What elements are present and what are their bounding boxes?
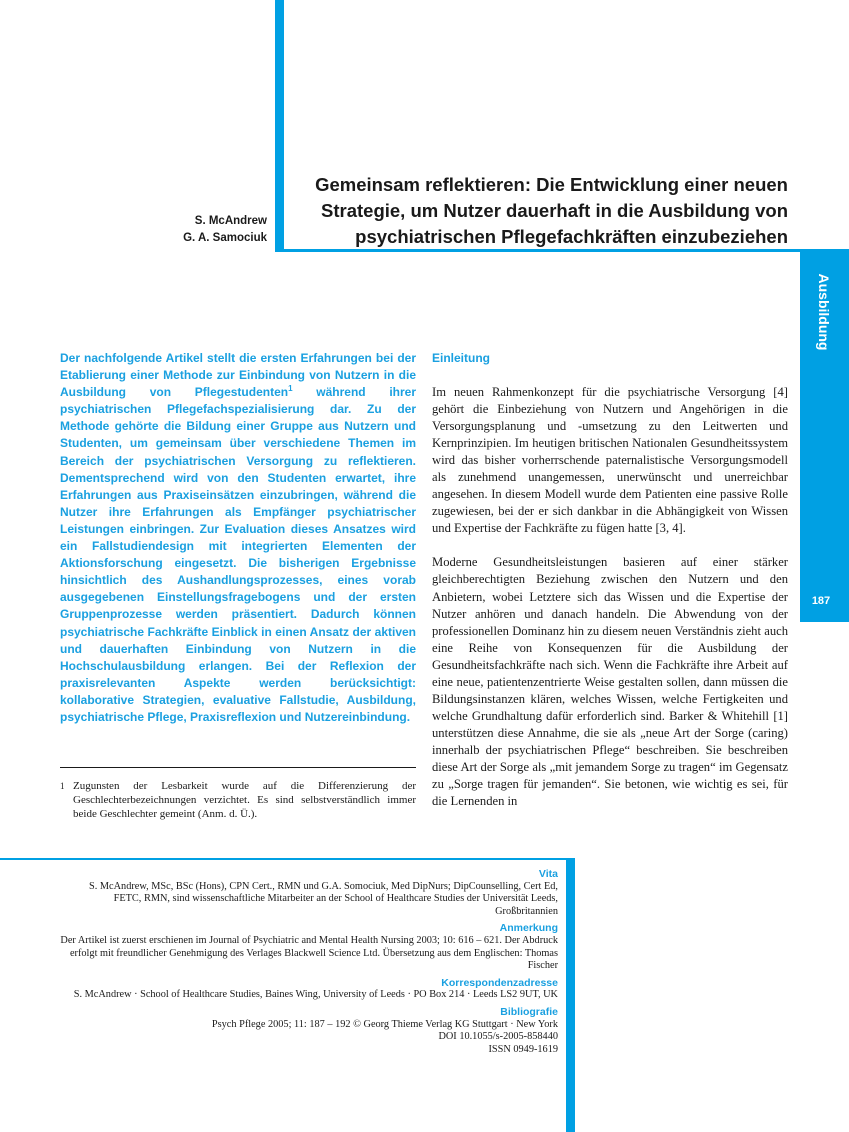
footnote <box>60 779 416 822</box>
vita-section <box>60 868 558 918</box>
abstract-text-end: während ihrer psychiatrischen Pflegefachspezialisierung dar. Zu der Methode gehörte die Bildung einer Gruppe aus Nutzern und Studenten, um gemeinsam über verschiedene Themen im Bereich der psychiatrischen Versorgung zu reflektieren. Dementsprechend wird von den Studenten erwartet, ihre Erfahrungen aus Praxiseinsätzen einzubringen, während die Nutzer ihre Erfahrungen als Empfänger psychiatrischer Leistungen einbringen. Zur Evaluation dieses Ansatzes wird ein Fallstudiendesign mit integrierten Elementen der Aktionsforschung eingesetzt. Die bisherigen Ergebnisse hinsichtlich des Aushandlungsprozesses, eines vorab ausgegebenen Einstellungsfragebogens und der ersten Gruppenprozesse werden präsentiert. Dadurch können psychiatrische Fachkräfte Einblick in einen Ansatz der aktiven und dauerhaften Einbindung von Nutzern in die Hochschulausbildung erlangen. Bei der Reflexion der praxisrelevanten Aspekte werden berücksichtigt: kollaborative Strategien, evaluative Fallstudie, Ausbildung, psychiatrische Pflege, Praxisreflexion und Nutzereinbindung. <box>60 385 416 724</box>
author-list <box>100 213 267 247</box>
footnote-text: Zugunsten der Lesbarkeit wurde auf die Differenzierung der Geschlechterbezeichnungen verzichtet. Es sind selbstverständlich immer beide Geschlechter gemeint (Anm. d. Ü.). <box>73 780 416 821</box>
note-text: Der Artikel ist zuerst erschienen im Journal of Psychiatric and Mental Health Nursing 2003; 10: 616 – 621. Der Abdruck erfolgt mit freundlicher Genehmigung des Verlages Blackwell Science Ltd. Übersetzung aus dem Englischen: Thomas Fischer <box>60 934 558 972</box>
address-heading: Korrespondenzadresse <box>441 976 558 989</box>
bottom-accent-bar <box>566 858 575 1132</box>
bibliography-section <box>60 1006 558 1056</box>
body-column <box>432 350 788 827</box>
section-heading: Einleitung <box>432 351 490 365</box>
body-paragraph: Im neuen Rahmenkonzept für die psychiatrische Versorgung [4] gehört die Einbeziehung von Nutzern und Angehörigen in die Versorgungsplanung und -umsetzung zu den Leitwerten und Kernprinzipien. Im heutigen britischen Nationalen Gesundheitssystem wird das bisher vorherrschende paternalistische Versorgungsmodell als zunehmend unangemessen, unerwünscht und unerreichbar angesehen. In diesem Modell wurde dem Patienten eine passive Rolle zugewiesen, bei der er sich dankbar in die Abhängigkeit von Wissen und Expertise der Fachkräfte zu fügen hatte [3, 4]. <box>432 385 788 536</box>
abstract <box>60 350 416 726</box>
abstract-text-start: Der nachfolgende Artikel stellt die ersten Erfahrungen bei der Etablierung einer Methode zur Einbindung von Nutzern in die Ausbildung von Pflegestudenten <box>60 351 416 400</box>
article-metadata <box>60 868 558 1060</box>
author-name: S. McAndrew <box>194 215 267 227</box>
address-section <box>60 977 558 1002</box>
vita-text: S. McAndrew, MSc, BSc (Hons), CPN Cert., RMN und G.A. Somociuk, Med DipNurs; DipCounselling, Cert Ed, FETC, RMN, sind wissenschaftliche Mitarbeiter an der School of Healthcare Studies der Universität Leeds, Großbritannien <box>89 880 558 917</box>
section-tab-label: Ausbildung <box>816 273 832 351</box>
doi-line[interactable]: DOI 10.1055/s-2005-858440 <box>438 1031 558 1043</box>
article-title: Gemeinsam reflektieren: Die Entwicklung einer neuen Strategie, um Nutzer dauerhaft in die Ausbildung von psychiatrischen Pflegefachkräften einzubeziehen <box>315 174 788 247</box>
vita-heading: Vita <box>538 868 558 880</box>
address-text: S. McAndrew · School of Healthcare Studies, Baines Wing, University of Leeds · PO Box 214 · Leeds LS2 9UT, UK <box>73 989 558 1001</box>
bibliography-heading: Bibliografie <box>500 1005 558 1018</box>
body-paragraph: Moderne Gesundheitsleistungen basieren auf einer stärker gleichberechtigten Beziehung zwischen den Nutzern und den Anbietern, wobei Letztere sich das Wissen und die Expertise der Nutzer anhören und danach handeln. Die Abwendung von der professionellen Dominanz hin zu diesem neuen Verständnis zieht auch eine Reihe von Konsequenzen für die Ausbildung der Gesundheitsfachkräfte nach sich. Wenn die Fachkräfte ihre Arbeit auf eine neue, patientenzentrierte Weise gestalten sollen, dann müssen die Bildungsinstanzen klären, welches Wissen, welche Fertigkeiten und welche Grundhaltung dafür erforderlich sind. Barker & Whitehill [1] unterstützen diese Annahme, die sie als „neue Art der Sorge (caring) innerhalb der psychiatrischen Pflege“ beschreiben. Sie beschreiben diese Art der Sorge als „mit jemandem Sorge zu tragen“ im Gegensatz zu „Sorge tragen für jemanden“. Sie betonen, wie wichtig es sei, für die Lernenden in <box>432 555 788 809</box>
note-heading: Anmerkung <box>499 922 558 935</box>
page-number: 187 <box>811 595 831 607</box>
issn-line: ISSN 0949-1619 <box>488 1043 558 1055</box>
citation-line: Psych Pflege 2005; 11: 187 – 192 © Georg Thieme Verlag KG Stuttgart · New York <box>211 1018 558 1030</box>
footnote-mark: 1 <box>60 781 65 791</box>
author-name: G. A. Samociuk <box>183 232 267 244</box>
note-section <box>60 922 558 972</box>
top-accent-bar <box>275 0 284 252</box>
footnote-reference[interactable]: 1 <box>288 384 293 394</box>
footnote-rule <box>60 767 416 768</box>
meta-rule <box>0 858 575 860</box>
